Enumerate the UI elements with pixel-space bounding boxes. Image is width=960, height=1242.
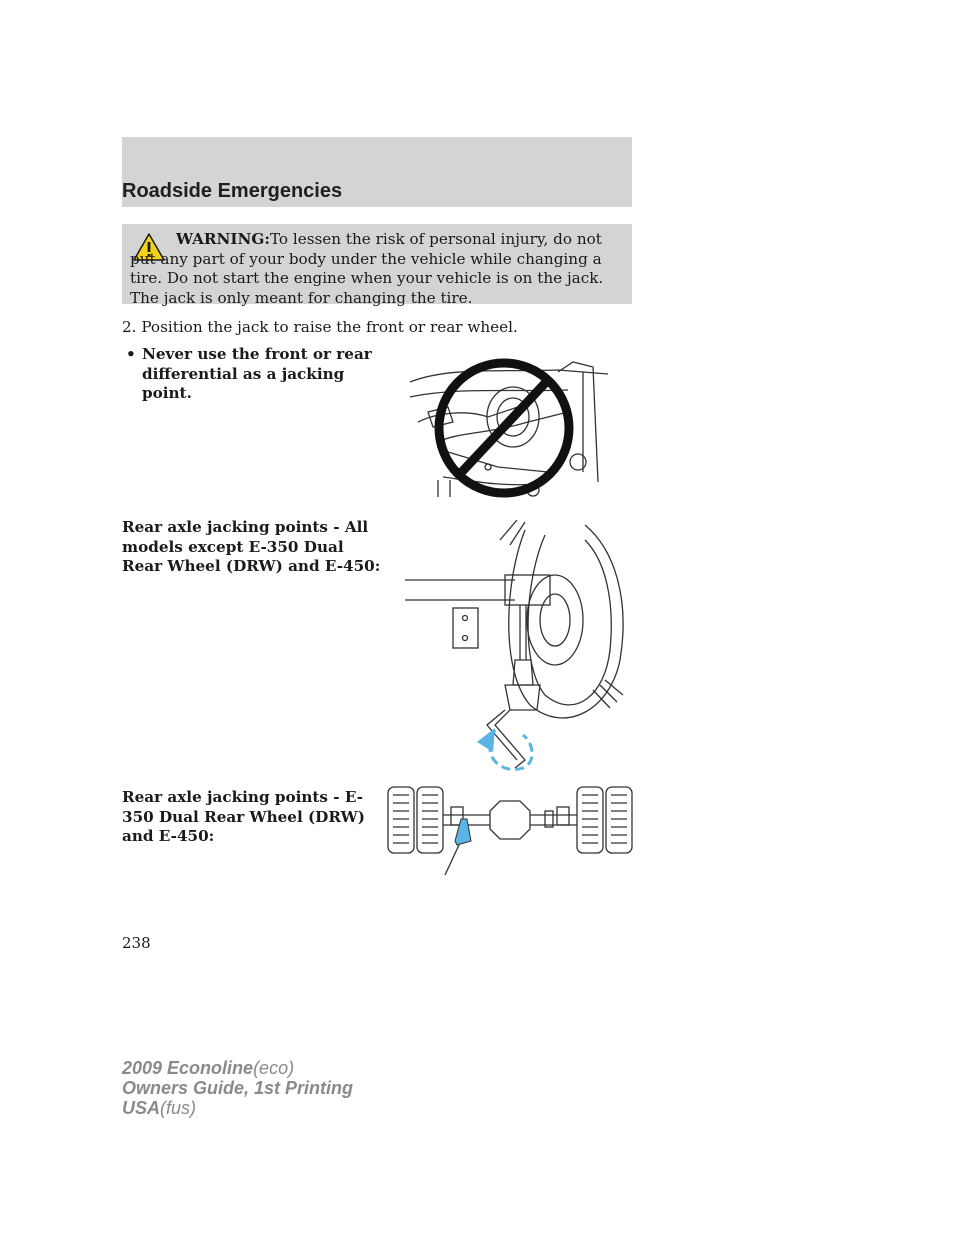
footer-model: 2009 Econoline <box>122 1058 254 1078</box>
footer-line-2 <box>122 1078 353 1098</box>
rear-axle-drw-label: Rear axle jacking points - E-350 Dual Rear Wheel (DRW) and E-450: <box>122 788 365 845</box>
footer <box>122 1058 353 1118</box>
bullet-mark: • <box>126 345 136 363</box>
footer-line-1 <box>122 1058 353 1078</box>
bullet-item <box>126 345 386 404</box>
warning-text: To lessen the risk of personal injury, do not put any part of your body under the vehicle while changing a tire. Do not start the engine when your vehicle is on the jack. The jack is only meant for changing the tire. <box>130 230 604 307</box>
warning-box <box>122 224 632 307</box>
page-number: 238 <box>122 934 151 952</box>
warning-label: WARNING: <box>176 230 270 248</box>
footer-printing: Owners Guide, 1st Printing <box>122 1078 354 1098</box>
warning-paragraph <box>130 230 630 308</box>
rear-axle-jack-figure <box>405 520 635 775</box>
differential-prohibited-figure <box>408 352 618 502</box>
dual-rear-wheel-axle-figure <box>385 783 635 878</box>
footer-line-3 <box>122 1098 353 1118</box>
bullet-text: Never use the front or rear differential as a jacking point. <box>142 345 372 402</box>
footer-model-code: (eco) <box>253 1058 295 1078</box>
rear-axle-all-label: Rear axle jacking points - All models except E-350 Dual Rear Wheel (DRW) and E-450: <box>122 518 381 575</box>
step-text: 2. Position the jack to raise the front or rear wheel. <box>122 318 518 336</box>
footer-market-code: (fus) <box>160 1098 197 1118</box>
footer-market: USA <box>122 1098 161 1118</box>
section-title: Roadside Emergencies <box>122 180 343 202</box>
